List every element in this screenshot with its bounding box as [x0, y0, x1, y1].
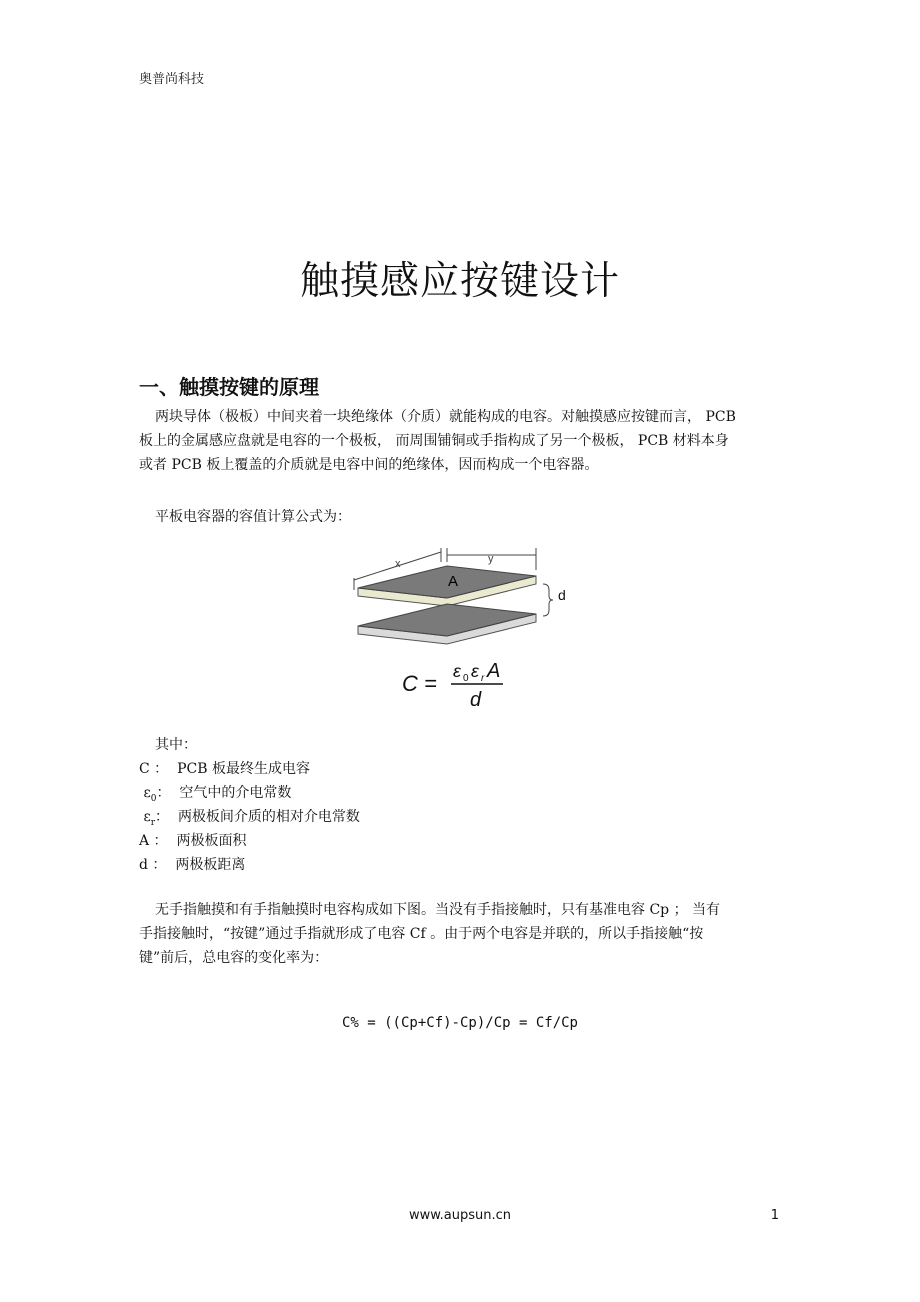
formula-d: d [470, 689, 482, 711]
def-sub: r [150, 817, 156, 828]
def-item-c [139, 757, 310, 781]
para-line [139, 898, 781, 922]
formula-intro-text: 平板电容器的容值计算公式为： [155, 509, 351, 525]
brace-d [543, 584, 553, 616]
formula-eps0: ε [453, 661, 461, 681]
def-item-a [139, 829, 246, 853]
para-line: 键”前后，总电容的变化率为： [139, 950, 329, 966]
def-symbol: A ： [139, 833, 168, 849]
formula-lhs: C = [402, 671, 437, 696]
section-heading: 一、触摸按键的原理 [139, 375, 319, 399]
def-sub: 0 [150, 793, 157, 804]
def-symbol: ε [143, 809, 151, 825]
def-item-d [139, 853, 245, 877]
definitions-intro [139, 733, 197, 757]
paragraph-touch [139, 898, 781, 970]
formula-sub0: 0 [463, 673, 469, 684]
para-line: 板上的金属感应盘就是电容的一个极板， 而周围铺铜或手指构成了另一个极板， PCB 材料本身 [139, 433, 729, 449]
def-sep: ： [155, 809, 170, 825]
paragraph-principle [139, 405, 781, 477]
page-number: 1 [770, 1208, 779, 1223]
para-line [139, 405, 781, 429]
capacitor-diagram [340, 540, 590, 715]
formula-A: A [487, 660, 501, 682]
para-line-text: 两块导体（极板）中间夹着一块绝缘体（介质）就能构成的电容。对触摸感应按键而言， PCB [155, 409, 736, 425]
def-desc: 两极板距离 [175, 857, 246, 873]
header-company: 奥普尚科技 [139, 72, 205, 87]
page-title: 触摸感应按键设计 [299, 259, 620, 304]
def-desc: PCB 板最终生成电容 [177, 761, 310, 777]
formula-subr: r [481, 673, 485, 684]
def-symbol: d ： [139, 857, 167, 873]
def-symbol: C ： [139, 761, 169, 777]
def-sep: ： [156, 785, 171, 801]
label-y: y [488, 553, 494, 565]
def-symbol: ε [143, 785, 151, 801]
change-rate-formula: C% = ((Cp+Cf)-Cp)/Cp = Cf/Cp [341, 1015, 578, 1031]
para-line-text: 无手指触摸和有手指触摸时电容构成如下图。当没有手指接触时，只有基准电容 Cp ； 当有 [155, 902, 721, 918]
label-d: d [558, 587, 566, 603]
label-x: x [395, 558, 401, 570]
definitions-intro-text: 其中： [155, 737, 197, 753]
para-line: 手指接触时，“按键”通过手指就形成了电容 Cf 。由于两个电容是并联的，所以手指接触“按 [139, 926, 704, 942]
def-desc: 两极板面积 [176, 833, 247, 849]
footer-url[interactable]: www.aupsun.cn [408, 1208, 512, 1223]
def-desc: 空气中的介电常数 [179, 785, 292, 801]
label-A: A [448, 573, 459, 590]
paragraph-formula-intro [139, 505, 781, 529]
formula-eps: ε [471, 661, 479, 681]
def-desc: 两极板间介质的相对介电常数 [177, 809, 360, 825]
para-line: 或者 PCB 板上覆盖的介质就是电容中间的绝缘体，因而构成一个电容器。 [139, 457, 599, 473]
